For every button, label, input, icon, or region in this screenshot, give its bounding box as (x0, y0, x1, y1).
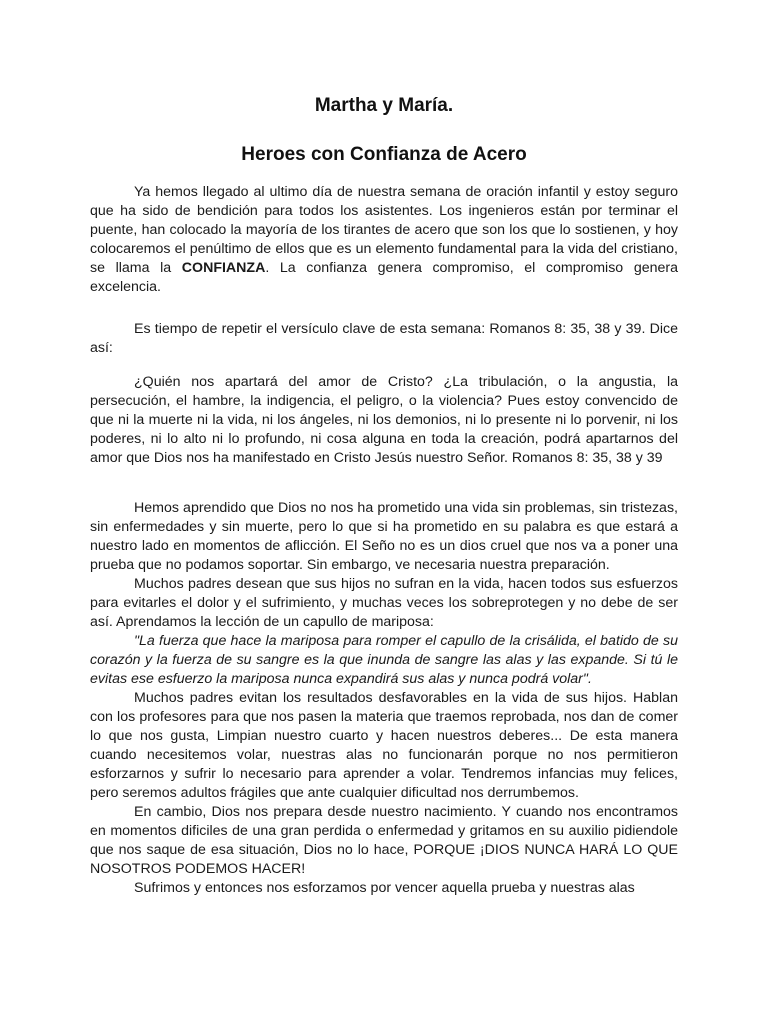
paragraph-body-4: En cambio, Dios nos prepara desde nuestro nacimiento. Y cuando nos encontramos en momentos dificiles de una gran perdida o enfermedad y gritamos en su auxilio pidiendole que nos saque de esa situación, Dios no lo hace, PORQUE ¡DIOS NUNCA HARÁ LO QUE NOSOTROS PODEMOS HACER! (90, 804, 678, 877)
paragraph-intro (90, 183, 678, 297)
paragraph-verse-intro: Es tiempo de repetir el versículo clave de esta semana: Romanos 8: 35, 38 y 39. Dice así: (90, 321, 678, 356)
document-title: Martha y María. (314, 95, 454, 116)
section-intro (90, 183, 678, 297)
paragraph-intro-text: Ya hemos llegado al ultimo día de nuestra semana de oración infantil y estoy seguro que ha sido de bendición para todos los asistentes. Los ingenieros están por terminar el puente, han colocado la mayoría de los tirantes de acero que son los que lo sostienen, y hoy colocaremos el penúltimo de ellos que es un elemento fundamental para la vida del cristiano, se llama la (90, 184, 678, 276)
section-verse (90, 373, 678, 468)
document-subtitle: Heroes con Confianza de Acero (241, 144, 527, 165)
paragraph-body-5: Sufrimos y entonces nos esforzamos por vencer aquella prueba y nuestras alas (134, 880, 635, 896)
section-verse-intro (90, 320, 678, 358)
paragraph-body-3: Muchos padres evitan los resultados desfavorables en la vida de sus hijos. Hablan con los profesores para que nos pasen la materia que traemos reprobada, nos dan de comer lo que nos gusta, Limpian nuestro cuarto y hacen nuestros deberes... De esta manera cuando necesitemos volar, nuestras alas no funcionarán porque no nos permitieron esforzarnos y sufrir lo necesario para aprender a volar. Tendremos infancias muy felices, pero seremos adultos frágiles que ante cualquier dificultad nos derrumbemos. (90, 690, 678, 801)
paragraph-body-1: Hemos aprendido que Dios no nos ha prometido una vida sin problemas, sin tristezas, sin enfermedades y sin muerte, pero lo que si ha prometido en su palabra es que estará a nuestro lado en momentos de aflicción. El Seño no es un dios cruel que nos va a poner una prueba que no podamos soportar. Sin embargo, ve necesaria nuestra preparación. (90, 500, 678, 573)
paragraph-verse: ¿Quién nos apartará del amor de Cristo? ¿La tribulación, o la angustia, la persecución, el hambre, la indigencia, el peligro, o la violencia? Pues estoy convencido de que ni la muerte ni la vida, ni los ángeles, ni los demonios, ni lo presente ni lo porvenir, ni los poderes, ni lo alto ni lo profundo, ni cosa alguna en toda la creación, podrá apartarnos del amor que Dios nos ha manifestado en Cristo Jesús nuestro Señor. Romanos 8: 35, 38 y 39 (90, 374, 678, 466)
paragraph-body-2: Muchos padres desean que sus hijos no sufran en la vida, hacen todos sus esfuerzos para evitarles el dolor y el sufrimiento, y muchas veces los sobreprotegen y no debe de ser así. Aprendamos la lección de un capullo de mariposa: (90, 576, 678, 630)
section-body (90, 499, 678, 898)
keyword-confianza: CONFIANZA (181, 260, 266, 276)
paragraph-quote: "La fuerza que hace la mariposa para romper el capullo de la crisálida, el batido de su corazón y la fuerza de su sangre es la que inunda de sangre las alas y las expande. Si tú le evitas ese esfuerzo la mariposa nunca expandirá sus alas y nunca podrá volar". (90, 633, 678, 687)
paragraph-intro-text-end: . La confianza genera compromiso, el compromiso genera excelencia. (90, 260, 678, 295)
